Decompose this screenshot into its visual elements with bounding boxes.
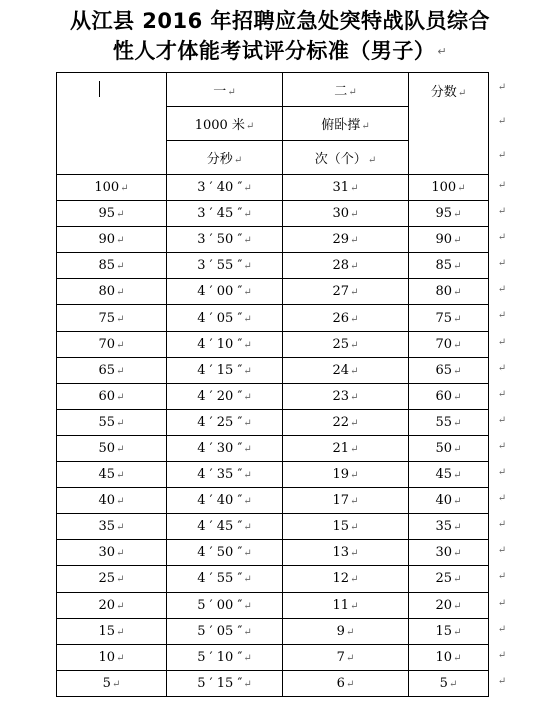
paragraph-mark-icon: ↵ bbox=[227, 87, 236, 98]
paragraph-mark-icon: ↵ bbox=[243, 626, 252, 638]
paragraph-mark-icon: ↵ bbox=[243, 443, 252, 455]
count-cell[interactable]: 28↵ bbox=[283, 253, 409, 279]
paragraph-mark-icon: ↵ bbox=[243, 652, 252, 664]
paragraph-mark-icon: ↵ bbox=[367, 155, 377, 166]
paragraph-mark-icon: ↵ bbox=[453, 548, 462, 560]
header-event-1-unit: 分秒↵ bbox=[167, 141, 283, 175]
count-cell[interactable]: 9↵ bbox=[283, 618, 409, 644]
table-row bbox=[57, 253, 489, 279]
count-cell[interactable]: 24↵ bbox=[283, 357, 409, 383]
count-cell[interactable]: 7↵ bbox=[283, 644, 409, 670]
points-cell[interactable]: 40↵ bbox=[409, 488, 489, 514]
paragraph-mark-icon: ↵ bbox=[350, 391, 359, 403]
row-end-mark-icon: ↵ bbox=[497, 571, 507, 582]
paragraph-mark-icon: ↵ bbox=[350, 209, 359, 221]
count-cell[interactable]: 22↵ bbox=[283, 409, 409, 435]
score-cell[interactable]: 35↵ bbox=[57, 514, 167, 540]
points-cell[interactable]: 55↵ bbox=[409, 409, 489, 435]
time-cell[interactable]: 4 ′ 35 ″↵ bbox=[167, 462, 283, 488]
paragraph-mark-icon: ↵ bbox=[243, 678, 252, 690]
header-points: 分数↵ bbox=[409, 73, 489, 175]
time-cell[interactable]: 5 ′ 05 ″↵ bbox=[167, 618, 283, 644]
points-cell[interactable]: 35↵ bbox=[409, 514, 489, 540]
row-end-mark-icon: ↵ bbox=[497, 441, 507, 452]
time-cell[interactable]: 5 ′ 10 ″↵ bbox=[167, 644, 283, 670]
time-cell[interactable]: 3 ′ 55 ″↵ bbox=[167, 253, 283, 279]
score-cell[interactable]: 20↵ bbox=[57, 592, 167, 618]
paragraph-mark-icon: ↵ bbox=[350, 261, 359, 273]
paragraph-mark-icon: ↵ bbox=[453, 443, 462, 455]
score-cell[interactable]: 70↵ bbox=[57, 331, 167, 357]
row-end-mark-icon: ↵ bbox=[497, 150, 507, 161]
paragraph-mark-icon: ↵ bbox=[243, 417, 252, 429]
time-cell[interactable]: 4 ′ 00 ″↵ bbox=[167, 279, 283, 305]
header-event-2-number: 二↵ bbox=[283, 73, 409, 107]
paragraph-mark-icon: ↵ bbox=[243, 235, 252, 247]
count-cell[interactable]: 17↵ bbox=[283, 488, 409, 514]
score-cell[interactable]: 50↵ bbox=[57, 435, 167, 461]
paragraph-mark-icon: ↵ bbox=[245, 121, 255, 132]
table-row bbox=[57, 305, 489, 331]
time-cell[interactable]: 4 ′ 50 ″↵ bbox=[167, 540, 283, 566]
count-cell[interactable]: 23↵ bbox=[283, 383, 409, 409]
paragraph-mark-icon: ↵ bbox=[350, 522, 359, 534]
time-cell[interactable]: 4 ′ 30 ″↵ bbox=[167, 435, 283, 461]
points-cell[interactable]: 70↵ bbox=[409, 331, 489, 357]
table-row bbox=[57, 644, 489, 670]
paragraph-mark-icon: ↵ bbox=[453, 339, 462, 351]
text-cursor bbox=[99, 81, 100, 97]
count-cell[interactable]: 13↵ bbox=[283, 540, 409, 566]
score-cell[interactable]: 85↵ bbox=[57, 253, 167, 279]
paragraph-mark-icon: ↵ bbox=[233, 155, 243, 166]
paragraph-mark-icon: ↵ bbox=[457, 88, 467, 99]
time-cell[interactable]: 4 ′ 55 ″↵ bbox=[167, 566, 283, 592]
row-end-mark-icon: ↵ bbox=[497, 206, 507, 217]
points-cell[interactable]: 75↵ bbox=[409, 305, 489, 331]
points-cell[interactable]: 15↵ bbox=[409, 618, 489, 644]
table-row bbox=[57, 331, 489, 357]
count-cell[interactable]: 21↵ bbox=[283, 435, 409, 461]
paragraph-mark-icon: ↵ bbox=[453, 365, 462, 377]
paragraph-mark-icon: ↵ bbox=[243, 209, 252, 221]
paragraph-mark-icon: ↵ bbox=[116, 496, 125, 508]
header-event-2-name: 俯卧撑↵ bbox=[283, 107, 409, 141]
points-cell[interactable]: 25↵ bbox=[409, 566, 489, 592]
time-cell[interactable]: 5 ′ 15 ″↵ bbox=[167, 670, 283, 696]
paragraph-mark-icon: ↵ bbox=[453, 470, 462, 482]
header-event-2-unit: 次（个）↵ bbox=[283, 141, 409, 175]
title-line-2 bbox=[0, 36, 560, 67]
paragraph-mark-icon: ↵ bbox=[345, 652, 355, 664]
row-end-mark-icon: ↵ bbox=[497, 232, 507, 243]
paragraph-mark-icon: ↵ bbox=[116, 365, 125, 377]
paragraph-mark-icon: ↵ bbox=[350, 287, 359, 299]
score-cell[interactable]: 10↵ bbox=[57, 644, 167, 670]
table-row bbox=[57, 357, 489, 383]
paragraph-mark-icon: ↵ bbox=[350, 574, 359, 586]
header-event-1-number: 一↵ bbox=[167, 73, 283, 107]
scoring-table bbox=[56, 72, 489, 697]
table-row bbox=[57, 409, 489, 435]
points-cell[interactable]: 95↵ bbox=[409, 201, 489, 227]
count-cell[interactable]: 19↵ bbox=[283, 462, 409, 488]
table-row bbox=[57, 540, 489, 566]
paragraph-mark-icon: ↵ bbox=[116, 313, 125, 325]
header-event-1-name: 1000 米↵ bbox=[167, 107, 283, 141]
paragraph-mark-icon: ↵ bbox=[350, 235, 359, 247]
paragraph-mark-icon: ↵ bbox=[350, 417, 359, 429]
paragraph-mark-icon: ↵ bbox=[453, 522, 462, 534]
row-end-mark-icon: ↵ bbox=[497, 493, 507, 504]
row-end-mark-icon: ↵ bbox=[497, 363, 507, 374]
count-cell[interactable]: 31↵ bbox=[283, 175, 409, 201]
row-end-mark-icon: ↵ bbox=[497, 467, 507, 478]
paragraph-mark-icon: ↵ bbox=[345, 626, 355, 638]
paragraph-mark-icon: ↵ bbox=[453, 417, 462, 429]
paragraph-mark-icon: ↵ bbox=[116, 235, 125, 247]
row-end-mark-icon: ↵ bbox=[497, 598, 507, 609]
paragraph-mark-icon: ↵ bbox=[243, 391, 252, 403]
score-cell[interactable]: 65↵ bbox=[57, 357, 167, 383]
row-end-mark-icon: ↵ bbox=[497, 650, 507, 661]
paragraph-mark-icon: ↵ bbox=[116, 209, 125, 221]
paragraph-mark-icon: ↵ bbox=[116, 548, 125, 560]
paragraph-mark-icon: ↵ bbox=[453, 652, 462, 664]
count-cell[interactable]: 26↵ bbox=[283, 305, 409, 331]
points-cell[interactable]: 80↵ bbox=[409, 279, 489, 305]
table-row bbox=[57, 618, 489, 644]
paragraph-mark-icon: ↵ bbox=[453, 287, 462, 299]
paragraph-mark-icon: ↵ bbox=[116, 600, 125, 612]
row-end-mark-icon: ↵ bbox=[497, 624, 507, 635]
paragraph-mark-icon: ↵ bbox=[348, 87, 357, 98]
paragraph-mark-icon: ↵ bbox=[350, 496, 359, 508]
table-row bbox=[57, 279, 489, 305]
count-cell[interactable]: 6↵ bbox=[283, 670, 409, 696]
score-cell[interactable]: 95↵ bbox=[57, 201, 167, 227]
paragraph-mark-icon: ↵ bbox=[457, 183, 466, 195]
table-row bbox=[57, 488, 489, 514]
paragraph-mark-icon: ↵ bbox=[350, 548, 359, 560]
table-row bbox=[57, 566, 489, 592]
paragraph-mark-icon: ↵ bbox=[243, 261, 252, 273]
paragraph-mark-icon: ↵ bbox=[453, 600, 462, 612]
row-end-mark-icon: ↵ bbox=[497, 310, 507, 321]
row-end-mark-icon: ↵ bbox=[497, 676, 507, 687]
table-row bbox=[57, 514, 489, 540]
score-cell[interactable]: 100↵ bbox=[57, 175, 167, 201]
paragraph-mark-icon: ↵ bbox=[350, 339, 359, 351]
paragraph-mark-icon: ↵ bbox=[350, 183, 359, 195]
paragraph-mark-icon: ↵ bbox=[453, 496, 462, 508]
time-cell[interactable]: 4 ′ 10 ″↵ bbox=[167, 331, 283, 357]
paragraph-mark-icon: ↵ bbox=[116, 339, 125, 351]
paragraph-mark-icon: ↵ bbox=[243, 365, 252, 377]
paragraph-mark-icon: ↵ bbox=[243, 470, 252, 482]
row-end-mark-icon: ↵ bbox=[497, 337, 507, 348]
time-cell[interactable]: 4 ′ 45 ″↵ bbox=[167, 514, 283, 540]
score-cell[interactable]: 80↵ bbox=[57, 279, 167, 305]
row-end-mark-icon: ↵ bbox=[497, 180, 507, 191]
score-cell[interactable]: 5↵ bbox=[57, 670, 167, 696]
score-cell[interactable]: 90↵ bbox=[57, 227, 167, 253]
time-cell[interactable]: 5 ′ 00 ″↵ bbox=[167, 592, 283, 618]
paragraph-mark-icon: ↵ bbox=[437, 45, 448, 58]
points-cell[interactable]: 60↵ bbox=[409, 383, 489, 409]
points-cell[interactable]: 100↵ bbox=[409, 175, 489, 201]
points-cell[interactable]: 90↵ bbox=[409, 227, 489, 253]
paragraph-mark-icon: ↵ bbox=[243, 600, 252, 612]
table-row bbox=[57, 383, 489, 409]
paragraph-mark-icon: ↵ bbox=[350, 365, 359, 377]
paragraph-mark-icon: ↵ bbox=[116, 574, 125, 586]
paragraph-mark-icon: ↵ bbox=[453, 391, 462, 403]
table-row bbox=[57, 227, 489, 253]
time-cell[interactable]: 3 ′ 50 ″↵ bbox=[167, 227, 283, 253]
paragraph-mark-icon: ↵ bbox=[243, 287, 252, 299]
paragraph-mark-icon: ↵ bbox=[345, 678, 355, 690]
table-row bbox=[57, 592, 489, 618]
time-cell[interactable]: 3 ′ 45 ″↵ bbox=[167, 201, 283, 227]
table-row bbox=[57, 670, 489, 696]
paragraph-mark-icon: ↵ bbox=[453, 313, 462, 325]
count-cell[interactable]: 12↵ bbox=[283, 566, 409, 592]
paragraph-mark-icon: ↵ bbox=[116, 443, 125, 455]
paragraph-mark-icon: ↵ bbox=[350, 600, 359, 612]
points-cell[interactable]: 5↵ bbox=[409, 670, 489, 696]
row-end-mark-icon: ↵ bbox=[497, 284, 507, 295]
table-row bbox=[57, 175, 489, 201]
paragraph-mark-icon: ↵ bbox=[116, 626, 125, 638]
title-line-1 bbox=[0, 6, 560, 36]
header-blank-cell[interactable] bbox=[57, 73, 167, 175]
count-cell[interactable]: 30↵ bbox=[283, 201, 409, 227]
paragraph-mark-icon: ↵ bbox=[350, 313, 359, 325]
time-cell[interactable]: 3 ′ 40 ″↵ bbox=[167, 175, 283, 201]
paragraph-mark-icon: ↵ bbox=[116, 652, 125, 664]
table-row bbox=[57, 435, 489, 461]
time-cell[interactable]: 4 ′ 15 ″↵ bbox=[167, 357, 283, 383]
paragraph-mark-icon: ↵ bbox=[116, 470, 125, 482]
row-end-mark-icon: ↵ bbox=[497, 82, 507, 93]
paragraph-mark-icon: ↵ bbox=[453, 235, 462, 247]
table-row bbox=[57, 462, 489, 488]
row-end-mark-icon: ↵ bbox=[497, 258, 507, 269]
row-end-mark-icon: ↵ bbox=[497, 545, 507, 556]
paragraph-mark-icon: ↵ bbox=[448, 678, 458, 690]
paragraph-mark-icon: ↵ bbox=[243, 313, 252, 325]
points-cell[interactable]: 10↵ bbox=[409, 644, 489, 670]
time-cell[interactable]: 4 ′ 40 ″↵ bbox=[167, 488, 283, 514]
time-cell[interactable]: 4 ′ 25 ″↵ bbox=[167, 409, 283, 435]
title-line-2-text: 性人才体能考试评分标准（男子） bbox=[112, 39, 436, 63]
points-cell[interactable]: 20↵ bbox=[409, 592, 489, 618]
count-cell[interactable]: 25↵ bbox=[283, 331, 409, 357]
paragraph-mark-icon: ↵ bbox=[453, 261, 462, 273]
points-cell[interactable]: 85↵ bbox=[409, 253, 489, 279]
score-cell[interactable]: 75↵ bbox=[57, 305, 167, 331]
score-cell[interactable]: 45↵ bbox=[57, 462, 167, 488]
score-cell[interactable]: 15↵ bbox=[57, 618, 167, 644]
table-row bbox=[57, 201, 489, 227]
paragraph-mark-icon: ↵ bbox=[120, 183, 129, 195]
paragraph-mark-icon: ↵ bbox=[243, 574, 252, 586]
points-cell[interactable]: 50↵ bbox=[409, 435, 489, 461]
document-title bbox=[0, 6, 560, 67]
row-end-mark-icon: ↵ bbox=[497, 415, 507, 426]
score-cell[interactable]: 60↵ bbox=[57, 383, 167, 409]
paragraph-mark-icon: ↵ bbox=[116, 522, 125, 534]
paragraph-mark-icon: ↵ bbox=[243, 339, 252, 351]
paragraph-mark-icon: ↵ bbox=[116, 417, 125, 429]
paragraph-mark-icon: ↵ bbox=[243, 548, 252, 560]
paragraph-mark-icon: ↵ bbox=[350, 443, 359, 455]
paragraph-mark-icon: ↵ bbox=[243, 522, 252, 534]
paragraph-mark-icon: ↵ bbox=[350, 470, 359, 482]
header-row-1 bbox=[57, 73, 489, 107]
points-cell[interactable]: 45↵ bbox=[409, 462, 489, 488]
title-line-1-text: 从江县 2016 年招聘应急处突特战队员综合 bbox=[69, 9, 491, 33]
points-cell[interactable]: 30↵ bbox=[409, 540, 489, 566]
count-cell[interactable]: 15↵ bbox=[283, 514, 409, 540]
paragraph-mark-icon: ↵ bbox=[111, 678, 121, 690]
paragraph-mark-icon: ↵ bbox=[116, 261, 125, 273]
time-cell[interactable]: 4 ′ 05 ″↵ bbox=[167, 305, 283, 331]
count-cell[interactable]: 27↵ bbox=[283, 279, 409, 305]
paragraph-mark-icon: ↵ bbox=[243, 183, 252, 195]
paragraph-mark-icon: ↵ bbox=[116, 391, 125, 403]
row-end-mark-icon: ↵ bbox=[497, 116, 507, 127]
row-end-mark-icon: ↵ bbox=[497, 389, 507, 400]
score-cell[interactable]: 30↵ bbox=[57, 540, 167, 566]
time-cell[interactable]: 4 ′ 20 ″↵ bbox=[167, 383, 283, 409]
paragraph-mark-icon: ↵ bbox=[453, 574, 462, 586]
paragraph-mark-icon: ↵ bbox=[453, 626, 462, 638]
score-cell[interactable]: 25↵ bbox=[57, 566, 167, 592]
score-cell[interactable]: 40↵ bbox=[57, 488, 167, 514]
score-cell[interactable]: 55↵ bbox=[57, 409, 167, 435]
count-cell[interactable]: 29↵ bbox=[283, 227, 409, 253]
paragraph-mark-icon: ↵ bbox=[116, 287, 125, 299]
paragraph-mark-icon: ↵ bbox=[361, 121, 370, 132]
paragraph-mark-icon: ↵ bbox=[243, 496, 252, 508]
count-cell[interactable]: 11↵ bbox=[283, 592, 409, 618]
points-cell[interactable]: 65↵ bbox=[409, 357, 489, 383]
row-end-mark-icon: ↵ bbox=[497, 519, 507, 530]
paragraph-mark-icon: ↵ bbox=[453, 209, 462, 221]
